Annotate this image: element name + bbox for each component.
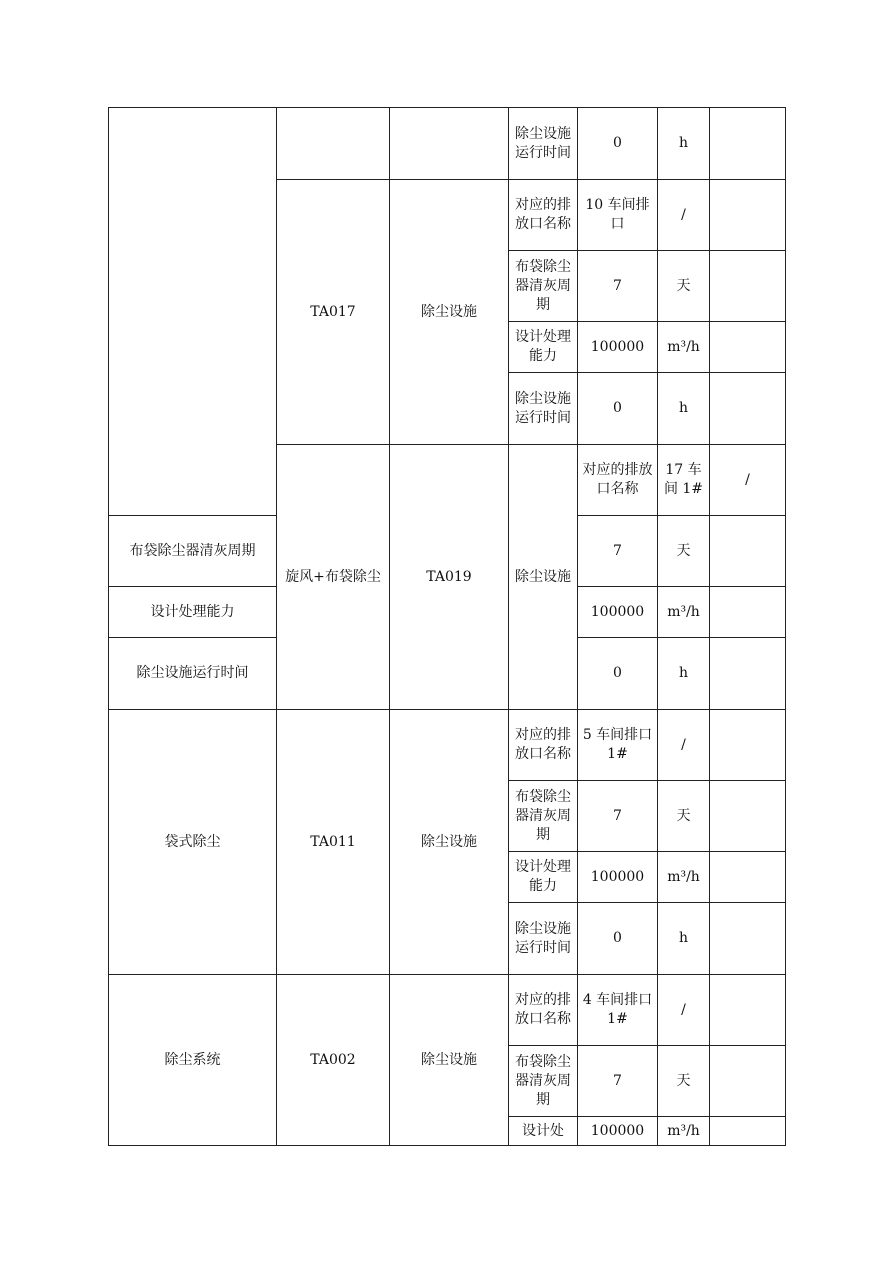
param-unit-cell: m³/h [658, 587, 710, 638]
param-name-cell: 设计处 [509, 1117, 578, 1146]
param-note-cell [710, 322, 786, 373]
param-name-cell: 布袋除尘器清灰周期 [509, 1046, 578, 1117]
param-note-cell [710, 710, 786, 781]
param-name-cell: 布袋除尘器清灰周期 [509, 781, 578, 852]
facility-name-cell [109, 108, 277, 516]
param-unit-cell: h [658, 903, 710, 975]
param-note-cell [710, 373, 786, 445]
param-name-cell: 除尘设施运行时间 [509, 108, 578, 180]
table-row [109, 108, 786, 180]
param-name-cell: 除尘设施运行时间 [509, 903, 578, 975]
facility-type-cell: 除尘设施 [509, 445, 578, 710]
facility-name-cell: 旋风+布袋除尘 [277, 445, 390, 710]
param-unit-cell: h [658, 373, 710, 445]
param-note-cell [710, 516, 786, 587]
facility-parameter-table [108, 107, 786, 1146]
facility-type-cell: 除尘设施 [390, 975, 509, 1146]
param-note-cell [710, 1117, 786, 1146]
param-name-cell: 对应的排放口名称 [509, 710, 578, 781]
table-row [109, 975, 786, 1046]
param-value-cell: 5 车间排口 1# [578, 710, 658, 781]
facility-type-cell [390, 108, 509, 180]
facility-code-cell: TA017 [277, 180, 390, 445]
param-value-cell: 0 [578, 373, 658, 445]
param-value-cell: 17 车间 1# [658, 445, 710, 516]
param-note-cell [710, 638, 786, 710]
param-name-cell: 布袋除尘器清灰周期 [109, 516, 277, 587]
param-unit-cell: 天 [658, 251, 710, 322]
param-note-cell [710, 903, 786, 975]
param-value-cell: 10 车间排口 [578, 180, 658, 251]
param-name-cell: 对应的排放口名称 [509, 975, 578, 1046]
param-value-cell: 7 [578, 516, 658, 587]
param-note-cell [710, 180, 786, 251]
facility-name-cell: 除尘系统 [109, 975, 277, 1146]
param-unit-cell: / [710, 445, 786, 516]
facility-name-cell: 袋式除尘 [109, 710, 277, 975]
facility-code-cell [277, 108, 390, 180]
param-value-cell: 100000 [578, 587, 658, 638]
param-unit-cell: 天 [658, 781, 710, 852]
param-value-cell: 0 [578, 903, 658, 975]
param-value-cell: 4 车间排口 1# [578, 975, 658, 1046]
param-unit-cell: m³/h [658, 1117, 710, 1146]
facility-type-cell: 除尘设施 [390, 710, 509, 975]
param-note-cell [710, 251, 786, 322]
param-name-cell: 除尘设施运行时间 [109, 638, 277, 710]
param-value-cell: 100000 [578, 1117, 658, 1146]
facility-code-cell: TA011 [277, 710, 390, 975]
param-unit-cell: / [658, 180, 710, 251]
facility-type-cell: 除尘设施 [390, 180, 509, 445]
facility-code-cell: TA019 [390, 445, 509, 710]
param-value-cell: 7 [578, 781, 658, 852]
facility-code-cell: TA002 [277, 975, 390, 1146]
param-name-cell: 设计处理能力 [509, 322, 578, 373]
param-unit-cell: 天 [658, 516, 710, 587]
param-unit-cell: h [658, 108, 710, 180]
param-value-cell: 7 [578, 251, 658, 322]
param-note-cell [710, 852, 786, 903]
param-name-cell: 除尘设施运行时间 [509, 373, 578, 445]
param-name-cell: 设计处理能力 [509, 852, 578, 903]
param-value-cell: 100000 [578, 852, 658, 903]
param-unit-cell: 天 [658, 1046, 710, 1117]
param-value-cell: 7 [578, 1046, 658, 1117]
param-unit-cell: / [658, 710, 710, 781]
param-note-cell [710, 1046, 786, 1117]
param-unit-cell: h [658, 638, 710, 710]
param-unit-cell: m³/h [658, 852, 710, 903]
param-note-cell [710, 587, 786, 638]
param-name-cell: 设计处理能力 [109, 587, 277, 638]
param-name-cell: 布袋除尘器清灰周期 [509, 251, 578, 322]
param-name-cell: 对应的排放口名称 [509, 180, 578, 251]
table-row [109, 710, 786, 781]
param-note-cell [710, 781, 786, 852]
param-value-cell: 100000 [578, 322, 658, 373]
param-value-cell: 0 [578, 108, 658, 180]
param-name-cell: 对应的排放口名称 [578, 445, 658, 516]
param-note-cell [710, 108, 786, 180]
param-note-cell [710, 975, 786, 1046]
param-value-cell: 0 [578, 638, 658, 710]
param-unit-cell: m³/h [658, 322, 710, 373]
param-unit-cell: / [658, 975, 710, 1046]
